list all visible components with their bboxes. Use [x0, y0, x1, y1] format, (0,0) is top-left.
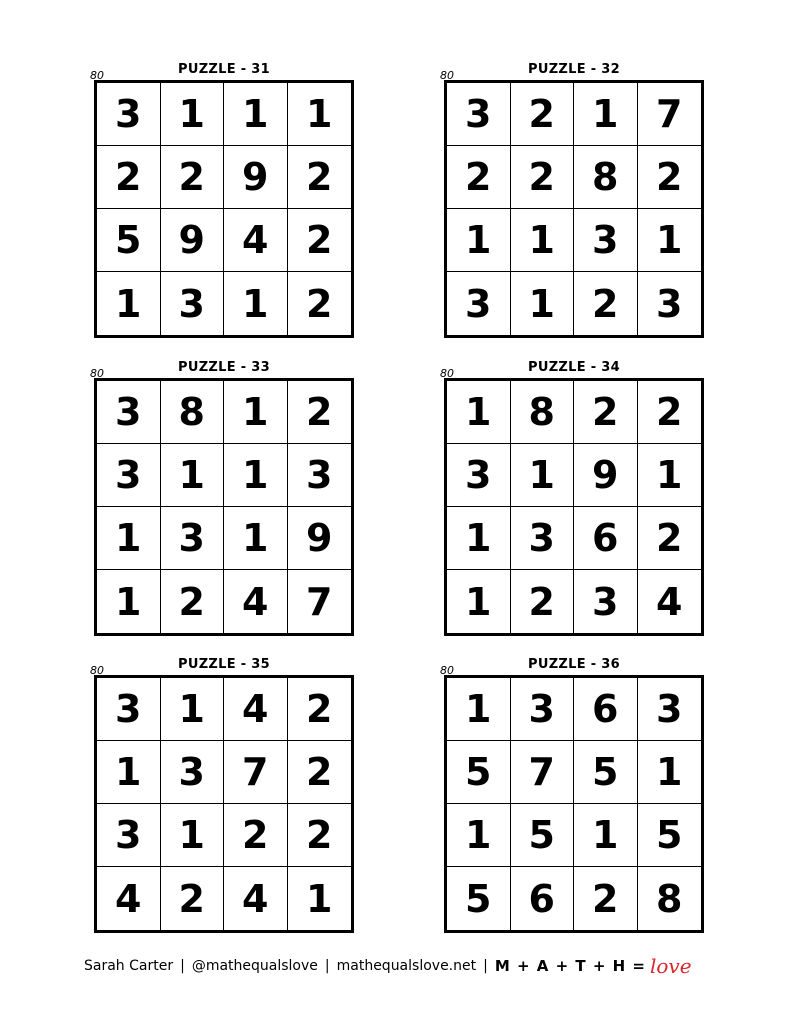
footer [84, 953, 692, 979]
grid-cell: 1 [574, 83, 638, 146]
puzzle-target: 80 [90, 69, 104, 82]
grid-cell: 4 [656, 579, 683, 624]
puzzle-title: PUZZLE - 33 [178, 360, 270, 375]
grid-cell: 6 [574, 678, 638, 741]
puzzle-target: 80 [440, 664, 454, 677]
grid-cell: 9 [161, 209, 225, 272]
grid-cell: 2 [161, 570, 225, 633]
puzzle-grid [94, 80, 354, 338]
grid-cell: 2 [161, 146, 225, 209]
grid-cell: 2 [574, 867, 638, 930]
footer-website: mathequalslove.net [336, 958, 477, 974]
grid-cell: 2 [511, 570, 575, 633]
grid-cell: 2 [288, 741, 352, 804]
grid-cell: 4 [224, 570, 288, 633]
grid-cell: 5 [511, 804, 575, 867]
grid-cell: 3 [97, 804, 161, 867]
puzzle-grid [444, 675, 704, 933]
grid-cell: 1 [638, 209, 702, 272]
puzzle-title: PUZZLE - 35 [178, 657, 270, 672]
grid-cell: 1 [224, 507, 288, 570]
puzzle-card [440, 360, 704, 624]
footer-separator: | [324, 958, 330, 974]
puzzle-card [90, 360, 354, 624]
grid-cell: 7 [224, 741, 288, 804]
puzzle-target: 80 [440, 69, 454, 82]
grid-cell: 1 [447, 209, 511, 272]
grid-cell: 2 [288, 381, 352, 444]
puzzle-title: PUZZLE - 36 [528, 657, 620, 672]
grid-cell: 1 [161, 83, 225, 146]
grid-cell: 1 [161, 678, 225, 741]
grid-cell: 3 [656, 281, 683, 326]
grid-cell: 3 [447, 272, 511, 335]
footer-separator: | [180, 958, 185, 974]
grid-cell: 1 [161, 804, 225, 867]
grid-cell: 8 [161, 381, 225, 444]
grid-cell: 2 [574, 381, 638, 444]
grid-cell: 8 [511, 381, 575, 444]
grid-cell: 3 [97, 678, 161, 741]
grid-cell: 2 [288, 209, 352, 272]
grid-cell: 3 [97, 83, 161, 146]
grid-cell: 4 [97, 867, 161, 930]
grid-cell: 1 [224, 83, 288, 146]
grid-cell: 2 [447, 146, 511, 209]
grid-cell: 1 [97, 570, 161, 633]
grid-cell: 7 [306, 579, 333, 624]
grid-cell: 2 [574, 272, 638, 335]
grid-cell: 1 [574, 804, 638, 867]
grid-cell: 3 [447, 444, 511, 507]
brand-prefix: M + A + T + H = [494, 957, 646, 975]
grid-cell: 2 [224, 804, 288, 867]
grid-cell: 6 [574, 507, 638, 570]
grid-cell: 3 [574, 209, 638, 272]
grid-cell: 2 [638, 507, 702, 570]
grid-cell: 1 [447, 804, 511, 867]
puzzle-card [90, 657, 354, 921]
grid-cell: 1 [447, 570, 511, 633]
grid-cell: 5 [574, 741, 638, 804]
grid-cell: 5 [97, 209, 161, 272]
footer-handle: @mathequalslove [191, 958, 318, 974]
grid-cell: 2 [97, 146, 161, 209]
grid-cell: 1 [97, 507, 161, 570]
grid-cell: 3 [161, 272, 225, 335]
grid-cell: 1 [447, 678, 511, 741]
grid-cell: 1 [638, 741, 702, 804]
grid-cell: 1 [224, 381, 288, 444]
grid-cell: 5 [447, 867, 511, 930]
grid-cell: 3 [97, 444, 161, 507]
grid-cell: 1 [97, 272, 161, 335]
grid-cell: 7 [511, 741, 575, 804]
grid-cell: 2 [638, 146, 702, 209]
puzzle-target: 80 [90, 367, 104, 380]
grid-cell: 2 [511, 83, 575, 146]
puzzle-grid [94, 378, 354, 636]
grid-cell: 1 [511, 209, 575, 272]
puzzle-target: 80 [440, 367, 454, 380]
puzzle-target: 80 [90, 664, 104, 677]
grid-cell: 5 [447, 741, 511, 804]
grid-cell: 3 [288, 444, 352, 507]
puzzle-grid [444, 378, 704, 636]
grid-cell: 9 [574, 444, 638, 507]
grid-cell: 4 [224, 867, 288, 930]
puzzle-grid [94, 675, 354, 933]
grid-cell: 2 [511, 146, 575, 209]
grid-cell: 1 [224, 272, 288, 335]
grid-cell: 8 [656, 876, 683, 921]
grid-cell: 3 [638, 678, 702, 741]
grid-cell: 3 [161, 507, 225, 570]
grid-cell: 9 [224, 146, 288, 209]
grid-cell: 4 [224, 209, 288, 272]
grid-cell: 2 [288, 678, 352, 741]
grid-cell: 8 [574, 146, 638, 209]
grid-cell: 5 [638, 804, 702, 867]
puzzle-title: PUZZLE - 31 [178, 62, 270, 77]
puzzle-card [440, 62, 704, 326]
grid-cell: 3 [447, 83, 511, 146]
puzzle-grid [444, 80, 704, 338]
grid-cell: 1 [161, 444, 225, 507]
grid-cell: 4 [224, 678, 288, 741]
grid-cell: 9 [288, 507, 352, 570]
grid-cell: 1 [511, 444, 575, 507]
grid-cell: 2 [638, 381, 702, 444]
puzzle-card [90, 62, 354, 326]
grid-cell: 1 [97, 741, 161, 804]
grid-cell: 3 [161, 741, 225, 804]
grid-cell: 2 [288, 804, 352, 867]
grid-cell: 6 [511, 867, 575, 930]
grid-cell: 3 [574, 570, 638, 633]
footer-separator: | [483, 958, 488, 974]
grid-cell: 1 [511, 272, 575, 335]
grid-cell: 7 [638, 83, 702, 146]
brand-love: love [649, 954, 692, 978]
grid-cell: 3 [511, 678, 575, 741]
footer-author: Sarah Carter [84, 958, 174, 974]
grid-cell: 1 [306, 876, 333, 921]
puzzle-card [440, 657, 704, 921]
grid-cell: 1 [288, 83, 352, 146]
grid-cell: 3 [511, 507, 575, 570]
puzzle-title: PUZZLE - 34 [528, 360, 620, 375]
brand-logo [495, 954, 692, 978]
grid-cell: 1 [447, 507, 511, 570]
grid-cell: 1 [638, 444, 702, 507]
grid-cell: 2 [288, 146, 352, 209]
grid-cell: 1 [224, 444, 288, 507]
grid-cell: 1 [447, 381, 511, 444]
grid-cell: 2 [306, 281, 333, 326]
grid-cell: 3 [97, 381, 161, 444]
puzzle-title: PUZZLE - 32 [528, 62, 620, 77]
grid-cell: 2 [161, 867, 225, 930]
